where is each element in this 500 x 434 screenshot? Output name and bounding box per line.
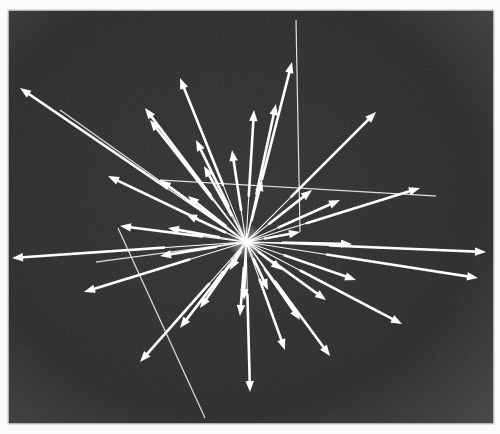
center-core: [242, 238, 250, 246]
arrow-shaft: [244, 262, 245, 289]
starburst-center-icon: [228, 224, 264, 260]
arrow-shaft: [283, 243, 341, 244]
